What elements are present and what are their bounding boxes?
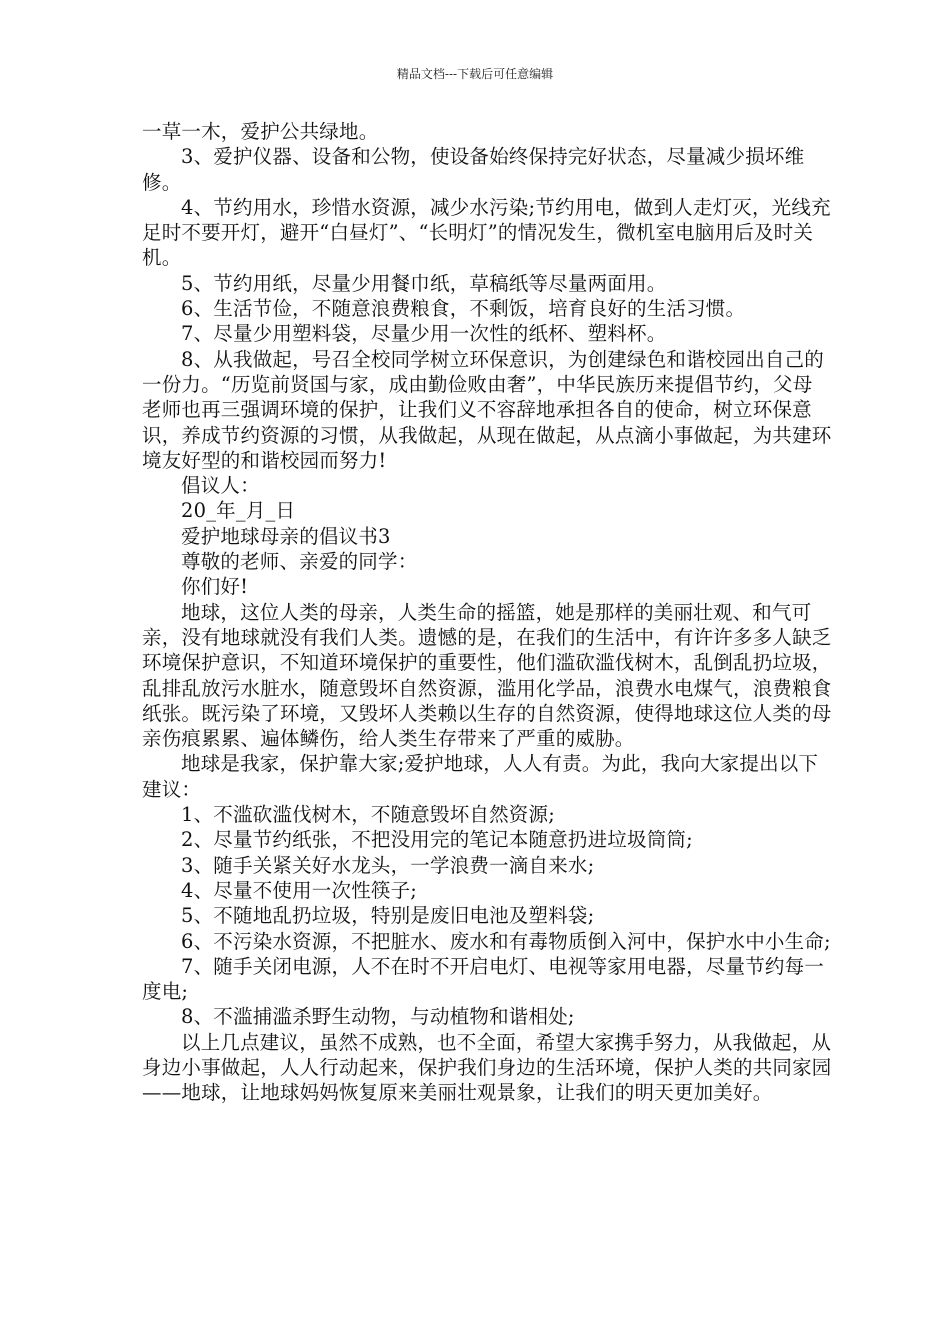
paragraph: 7、尽量少用塑料袋，尽量少用一次性的纸杯、塑料杯。	[181, 322, 667, 346]
paragraph: 5、不随地乱扔垃圾，特别是废旧电池及塑料袋;	[181, 904, 595, 928]
paragraph: 6、不污染水资源，不把脏水、废水和有毒物质倒入河中，保护水中小生命;	[181, 929, 831, 953]
paragraph: 6、生活节俭，不随意浪费粮食，不剩饭，培育良好的生活习惯。	[181, 297, 746, 321]
paragraph: 2、尽量节约纸张，不把没用完的笔记本随意扔进垃圾筒筒;	[181, 828, 693, 852]
paragraph: 20_年_月_日	[181, 499, 296, 523]
paragraph: 倡议人：	[181, 474, 260, 498]
paragraph: 尊敬的老师、亲爱的同学：	[181, 550, 418, 574]
paragraph: 一草一木，爱护公共绿地。	[142, 120, 379, 143]
paragraph: 1、不滥砍滥伐树木，不随意毁坏自然资源;	[181, 803, 555, 827]
paragraph: 你们好!	[181, 575, 249, 599]
paragraph: 3、爱护仪器、设备和公物，使设备始终保持完好状态，尽量减少损坏维修。	[142, 145, 805, 194]
paragraph: 7、随手关闭电源，人不在时不开启电灯、电视等家用电器，尽量节约每一度电;	[142, 954, 825, 1004]
paragraph: 爱护地球母亲的倡议书3	[181, 524, 391, 548]
paragraph: 5、节约用纸，尽量少用餐巾纸，草稿纸等尽量两面用。	[181, 271, 667, 295]
paragraph: 地球，这位人类的母亲，人类生命的摇篮，她是那样的美丽壮观、和气可亲，没有地球就没有我们人类。遗憾的是，在我们的生活中，有许许多多人缺乏环境保护意识，不知道环境保护的重要性，他们滥砍滥伐树木，乱倒乱扔垃圾，乱排乱放污水脏水，随意毁坏自然资源，滥用化学品，浪费水电煤气，浪费粮食纸张。既污染了环境，又毁坏人类赖以生存的自然资源，使得地球这位人类的母亲伤痕累累、遍体鳞伤，给人类生存带来了严重的威胁。	[142, 600, 832, 751]
paragraph: 3、随手关紧关好水龙头，一学浪费一滴自来水;	[181, 853, 595, 877]
paragraph: 4、节约用水，珍惜水资源，减少水污染;节约用电，做到人走灯灭，光线充足时不要开灯，避开“白昼灯”、“长明灯”的情况发生，微机室电脑用后及时关机。	[142, 195, 831, 270]
paragraph: 4、尽量不使用一次性筷子;	[181, 878, 418, 902]
paragraph: 8、从我做起，号召全校同学树立环保意识，为创建绿色和谐校园出自己的一份力。“历览前贤国与家，成由勤俭败由奢”，中华民族历来提倡节约，父母老师也再三强调环境的保护，让我们义不容辞地承担各自的使命，树立环保意识，养成节约资源的习惯，从我做起，从现在做起，从点滴小事做起，为共建环境友好型的和谐校园而努力!	[142, 347, 832, 472]
paragraph: 8、不滥捕滥杀野生动物，与动植物和谐相处;	[181, 1005, 575, 1029]
paragraph: 以上几点建议，虽然不成熟，也不全面，希望大家携手努力，从我做起，从身边小事做起，人人行动起来，保护我们身边的生活环境，保护人类的共同家园——地球，让地球妈妈恢复原来美丽壮观景象，让我们的明天更加美好。	[142, 1030, 832, 1105]
page-header: 精品文档---下载后可任意编辑	[396, 67, 554, 81]
document-body	[142, 119, 832, 1106]
paragraph: 地球是我家，保护靠大家;爱护地球，人人有责。为此，我向大家提出以下建议：	[142, 752, 819, 801]
